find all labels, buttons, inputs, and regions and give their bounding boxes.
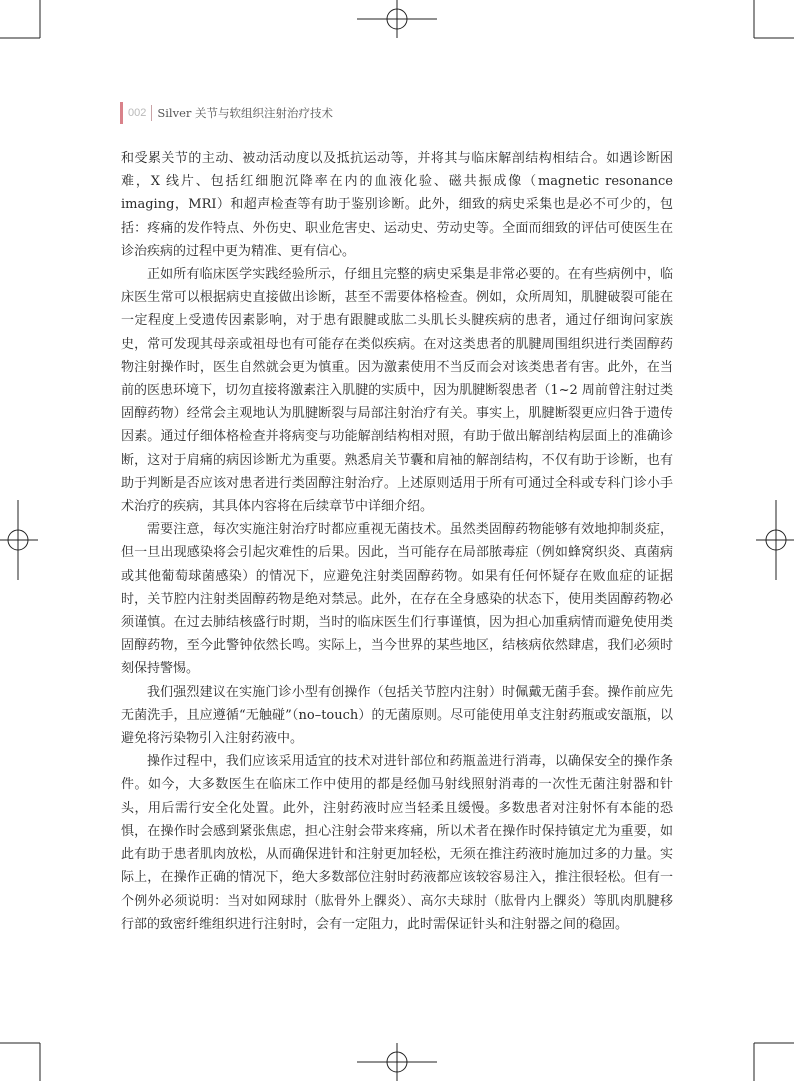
header-accent-bar bbox=[120, 102, 123, 124]
page-number: 002 bbox=[128, 107, 147, 119]
body-text bbox=[121, 147, 673, 936]
paragraph: 我们强烈建议在实施门诊小型有创操作（包括关节腔内注射）时佩戴无菌手套。操作前应先无菌洗手，且应遵循“无触碰”（no–touch）的无菌原则。尽可能使用单支注射药瓶或安瓿瓶，以避免将污染物引入注射药液中。 bbox=[121, 684, 673, 747]
paragraph: 操作过程中，我们应该采用适宜的技术对进针部位和药瓶盖进行消毒，以确保安全的操作条件。如今，大多数医生在临床工作中使用的都是经伽马射线照射消毒的一次性无菌注射器和针头，用后需行安全化处置。此外，注射药液时应当轻柔且缓慢。多数患者对注射怀有本能的恐惧，在操作时会感到紧张焦虑，担心注射会带来疼痛，所以术者在操作时保持镇定尤为重要，如此有助于患者肌肉放松，从而确保进针和注射更加轻松，无须在推注药液时施加过多的力量。实际上，在操作正确的情况下，绝大多数部位注射时药液都应该较容易注入，推注很轻松。但有一个例外必须说明：当对如网球肘（肱骨外上髁炎）、高尔夫球肘（肱骨内上髁炎）等肌肉肌腱移行部的致密纤维组织进行注射时，会有一定阻力，此时需保证针头和注射器之间的稳固。 bbox=[121, 754, 673, 932]
header-divider bbox=[151, 105, 152, 121]
registration-mark-top bbox=[357, 0, 437, 38]
registration-mark-right bbox=[756, 500, 794, 580]
paragraph: 正如所有临床医学实践经验所示，仔细且完整的病史采集是非常必要的。在有些病例中，临床医生常可以根据病史直接做出诊断，甚至不需要体格检查。例如，众所周知，肌腱破裂可能在一定程度上受遗传因素影响，对于患有跟腱或肱二头肌长头腱疾病的患者，通过仔细询问家族史，常可发现其母亲或祖母也有可能存在类似疾病。在对这类患者的肌腱周围组织进行类固醇药物注射操作时，医生自然就会更为慎重。因为激素使用不当反而会对该类患者有害。此外，在当前的医患环境下，切勿直接将激素注入肌腱的实质中，因为肌腱断裂患者（1~2 周前曾注射过类固醇药物）经常会主观地认为肌腱断裂与局部注射治疗有关。事实上，肌腱断裂更应归咎于遗传因素。通过仔细体格检查并将病变与功能解剖结构相对照，有助于做出解剖结构层面上的准确诊断，这对于肩痛的病因诊断尤为重要。熟悉肩关节囊和肩袖的解剖结构，不仅有助于诊断，也有助于判断是否应该对患者进行类固醇注射治疗。上述原则适用于所有可通过全科或专科门诊小手术治疗的疾病，其具体内容将在后续章节中详细介绍。 bbox=[121, 267, 673, 515]
paragraph: 和受累关节的主动、被动活动度以及抵抗运动等，并将其与临床解剖结构相结合。如遇诊断困难，X 线片、包括红细胞沉降率在内的血液化验、磁共振成像（magnetic resonance imaging，MRI）和超声检查等有助于鉴别诊断。此外，细致的病史采集也是必不可少的，包括：疼痛的发作特点、外伤史、职业危害史、运动史、劳动史等。全面而细致的评估可使医生在诊治疾病的过程中更为精准、更有信心。 bbox=[121, 151, 673, 259]
registration-mark-bottom bbox=[357, 1043, 437, 1081]
paragraph: 需要注意，每次实施注射治疗时都应重视无菌技术。虽然类固醇药物能够有效地抑制炎症，但一旦出现感染将会引起灾难性的后果。因此，当可能存在局部脓毒症（例如蜂窝织炎、真菌病或其他葡萄球菌感染）的情况下，应避免注射类固醇药物。如果有任何怀疑存在败血症的证据时，关节腔内注射类固醇药物是绝对禁忌。此外，在存在全身感染的状态下，使用类固醇药物必须谨慎。在过去肺结核盛行时期，当时的临床医生们行事谨慎，因为担心加重病情而避免使用类固醇药物，至今此警钟依然长鸣。实际上，当今世界的某些地区，结核病依然肆虐，我们必须时刻保持警惕。 bbox=[121, 522, 673, 677]
running-header bbox=[120, 102, 333, 124]
registration-mark-left bbox=[0, 500, 38, 580]
running-title: Silver 关节与软组织注射治疗技术 bbox=[157, 106, 334, 120]
